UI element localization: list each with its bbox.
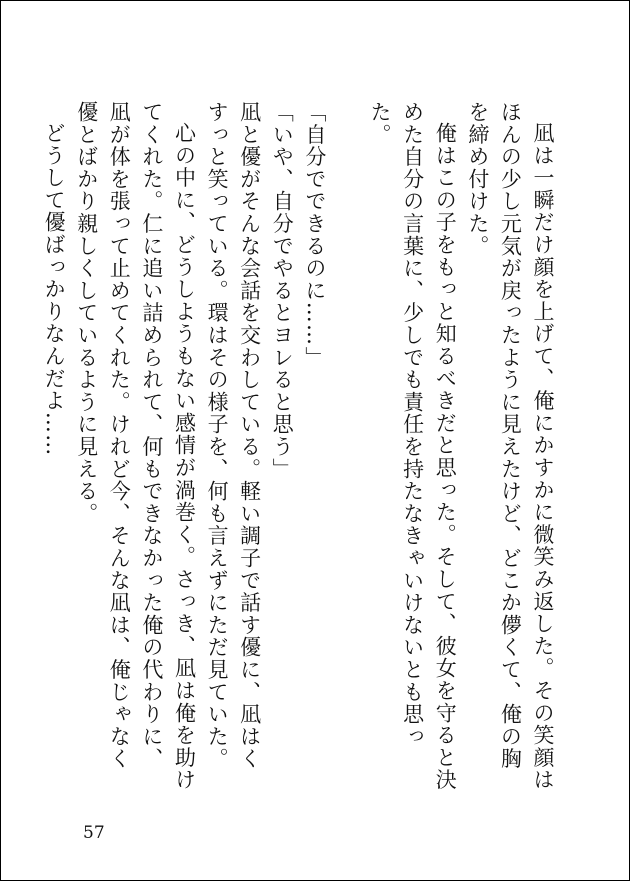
- paragraph-4: 心の中に、どうしようもない感情が渦巻く。さっき、凪は俺を助けてくれた。仁に追い詰められて、何もできなかった俺の代わりに、凪が体を張って止めてくれた。けれど今、そんな凪は、俺じゃなく優とばかり親しくしているように見える。: [74, 101, 197, 791]
- dialogue-line-1: 「自分でできるのに……」: [302, 101, 327, 369]
- paragraph-3: 凪と優がそんな会話を交わしている。軽い調子で話す優に、凪はくすっと笑っている。環はその様子を、何も言えずにただ見ていた。: [205, 101, 262, 770]
- paragraph-1: 凪は一瞬だけ顔を上げて、俺にかすかに微笑み返した。その笑顔はほんの少し元気が戻ったように見えたけど、どこか儚くて、俺の胸を締め付けた。: [465, 101, 555, 791]
- vertical-text-body: [42, 101, 559, 791]
- paragraph-5: どうして優ばっかりなんだよ……: [42, 122, 67, 457]
- page-number: 57: [83, 823, 105, 843]
- blank-line: [331, 101, 364, 791]
- dialogue-line-2: 「いや、自分でやるとヨレると思う」: [270, 101, 295, 481]
- paragraph-2: 俺はこの子をもっと知るべきだと思った。そして、彼女を守ると決めた自分の言葉に、少しでも責任を持たなきゃいけないとも思った。: [368, 101, 458, 791]
